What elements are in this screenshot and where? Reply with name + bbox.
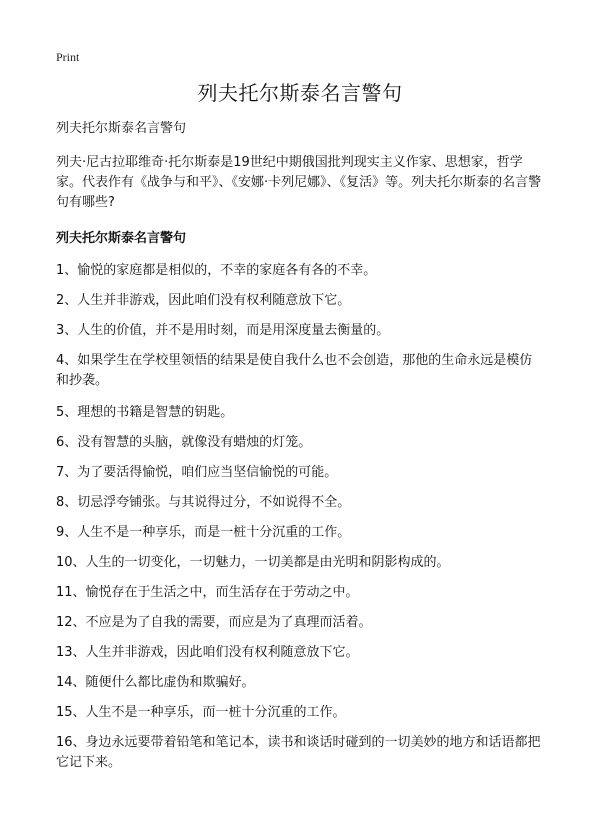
- quote-item: 10、人生的一切变化，一切魅力，一切美都是由光明和阴影构成的。: [56, 555, 450, 570]
- quote-item: 14、随便什么都比虚伪和欺骗好。: [56, 675, 255, 690]
- quote-item: 2、人生并非游戏，因此咱们没有权利随意放下它。: [56, 293, 351, 308]
- quote-item: 9、人生不是一种享乐，而是一桩十分沉重的工作。: [56, 525, 351, 540]
- quote-list: [56, 261, 544, 773]
- quote-item: 13、人生并非游戏，因此咱们没有权利随意放下它。: [56, 645, 359, 660]
- quote-item: 12、不应是为了自我的需要，而应是为了真理而活着。: [56, 615, 372, 630]
- section-heading: 列夫托尔斯泰名言警句: [56, 231, 187, 246]
- quote-item: 11、愉悦存在于生活之中，而生活存在于劳动之中。: [56, 585, 359, 600]
- quote-item: 5、理想的书籍是智慧的钥匙。: [56, 405, 234, 420]
- quote-item: 6、没有智慧的头脑，就像没有蜡烛的灯笼。: [56, 435, 312, 450]
- page-title: 列夫托尔斯泰名言警句: [197, 81, 403, 105]
- intro-paragraph: 列夫·尼古拉耶维奇·托尔斯泰是19世纪中期俄国批判现实主义作家、思想家，哲学家。代表作有《战争与和平》、《安娜·卡列尼娜》、《复活》等。列夫托尔斯泰的名言警句有哪些?: [56, 155, 542, 210]
- quote-item: 4、如果学生在学校里领悟的结果是使自我什么也不会创造，那他的生命永远是模仿和抄袭。: [56, 353, 533, 388]
- quote-item: 3、人生的价值，并不是用时刻，而是用深度量去衡量的。: [56, 323, 390, 338]
- print-link[interactable]: Print: [56, 50, 80, 64]
- document-subtitle: 列夫托尔斯泰名言警句: [56, 121, 187, 136]
- quote-item: 1、愉悦的家庭都是相似的，不幸的家庭各有各的不幸。: [56, 263, 377, 278]
- quote-item: 16、身边永远要带着铅笔和笔记本，读书和谈话时碰到的一切美妙的地方和话语都把它记下来。: [56, 735, 541, 770]
- quote-item: 15、人生不是一种享乐，而一桩十分沉重的工作。: [56, 705, 346, 720]
- quote-item: 7、为了要活得愉悦，咱们应当坚信愉悦的可能。: [56, 465, 338, 480]
- quote-item: 8、切忌浮夸铺张。与其说得过分，不如说得不全。: [56, 495, 351, 510]
